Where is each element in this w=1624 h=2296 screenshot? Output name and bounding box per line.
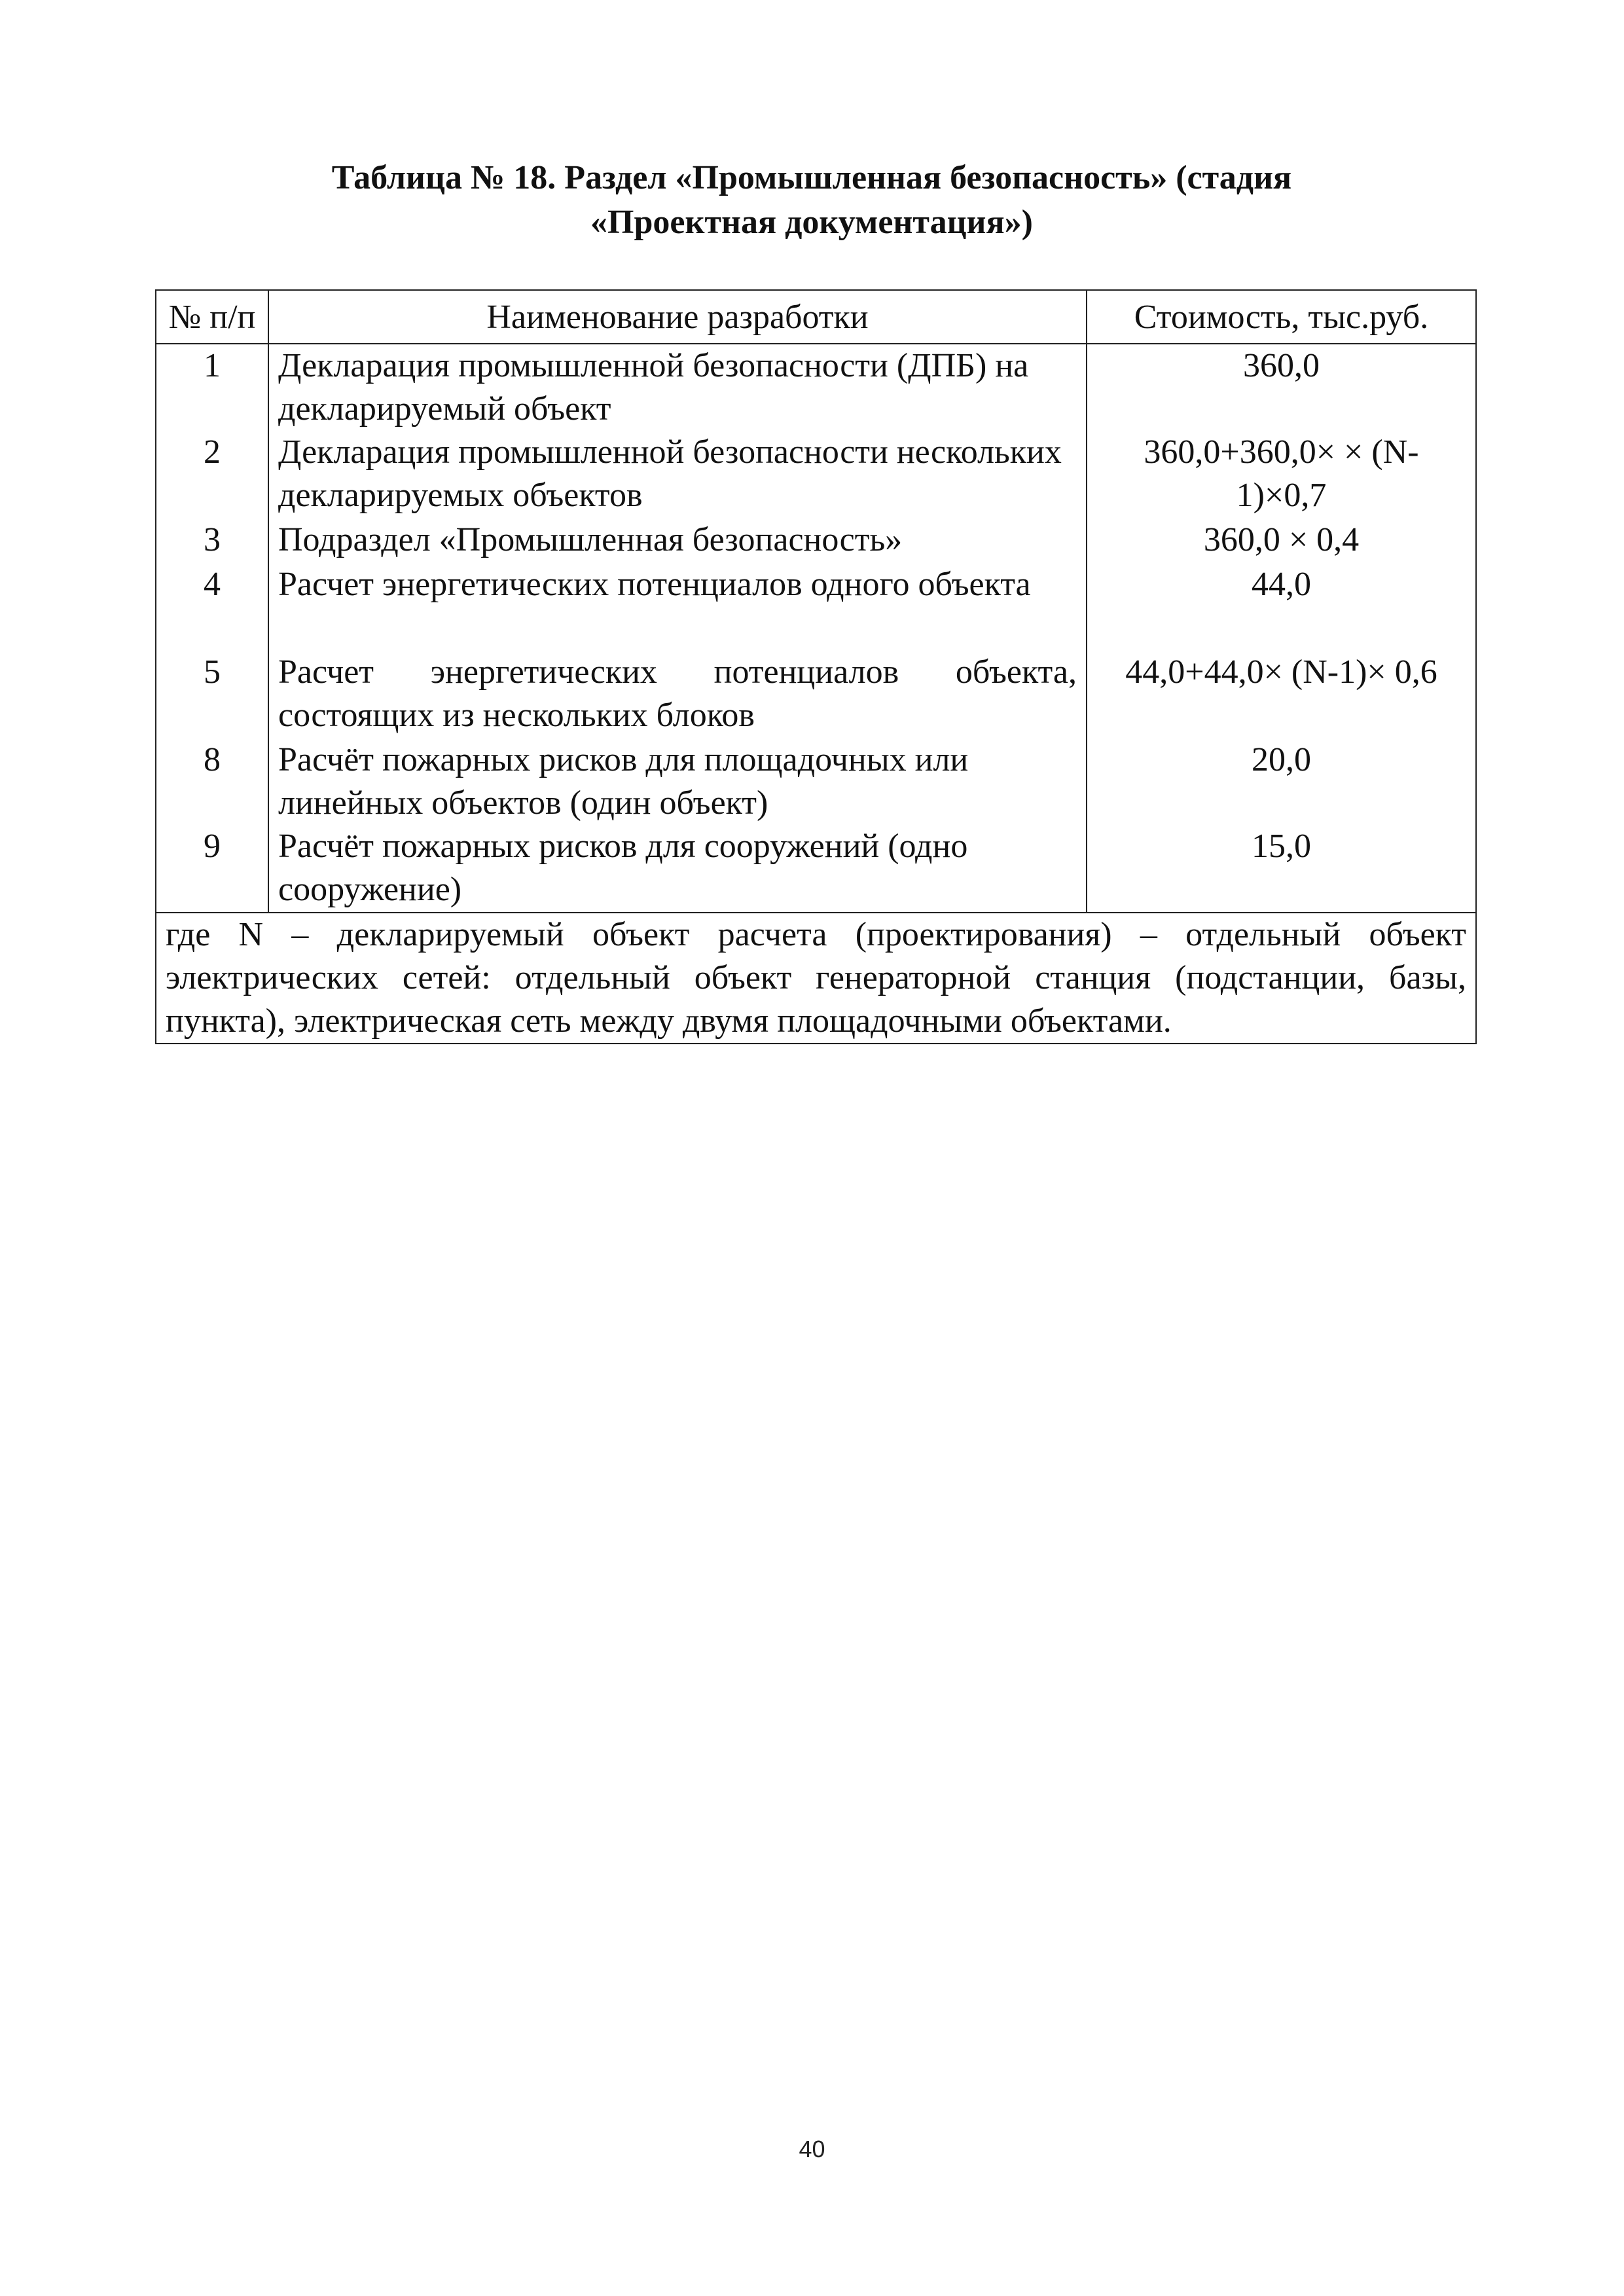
row-num: 8 — [156, 738, 268, 825]
row-cost: 360,0 — [1087, 344, 1476, 431]
row-num: 1 — [156, 344, 268, 431]
row-name: Расчёт пожарных рисков для сооружений (одно сооружение) — [268, 825, 1087, 913]
row-cost: 44,0+44,0× (N-1)× 0,6 — [1087, 651, 1476, 738]
table-row — [156, 431, 1476, 519]
row-cost: 44,0 — [1087, 563, 1476, 651]
row-name: Расчет энергетических потенциалов одного объекта — [268, 563, 1087, 651]
table-title-line-2: «Проектная документация») — [590, 204, 1033, 241]
table-title-line-1: Таблица № 18. Раздел «Промышленная безопасность» (стадия — [331, 159, 1292, 196]
table-title — [157, 156, 1466, 245]
table-row — [156, 825, 1476, 913]
table-row — [156, 651, 1476, 738]
header-num: № п/п — [156, 290, 268, 344]
row-name: Подраздел «Промышленная безопасность» — [268, 519, 1087, 563]
row-num: 3 — [156, 519, 268, 563]
row-name: Расчёт пожарных рисков для площадочных или линейных объектов (один объект) — [268, 738, 1087, 825]
page-number: 40 — [799, 2136, 825, 2162]
table-header-row — [156, 290, 1476, 344]
row-cost: 360,0 × 0,4 — [1087, 519, 1476, 563]
row-name: Декларация промышленной безопасности нескольких декларируемых объектов — [268, 431, 1087, 519]
table-row — [156, 738, 1476, 825]
row-name: Декларация промышленной безопасности (ДПБ) на декларируемый объект — [268, 344, 1087, 431]
row-cost: 20,0 — [1087, 738, 1476, 825]
row-num: 4 — [156, 563, 268, 651]
row-cost: 15,0 — [1087, 825, 1476, 913]
table-row — [156, 563, 1476, 651]
row-num: 9 — [156, 825, 268, 913]
cost-table — [155, 289, 1477, 1044]
table-note: где N – декларируемый объект расчета (проектирования) – отдельный объект электрических сетей: отдельный объект генераторной станция (подстанции, базы, пункта), электрическая сеть между двумя площадочными объектами. — [156, 913, 1476, 1044]
header-name: Наименование разработки — [268, 290, 1087, 344]
header-cost: Стоимость, тыс.руб. — [1087, 290, 1476, 344]
row-num: 2 — [156, 431, 268, 519]
table-note-row — [156, 913, 1476, 1044]
row-cost: 360,0+360,0× × (N-1)×0,7 — [1087, 431, 1476, 519]
table-row — [156, 519, 1476, 563]
row-num: 5 — [156, 651, 268, 738]
row-name: Расчет энергетических потенциалов объекта, состоящих из нескольких блоков — [268, 651, 1087, 738]
table-row — [156, 344, 1476, 431]
